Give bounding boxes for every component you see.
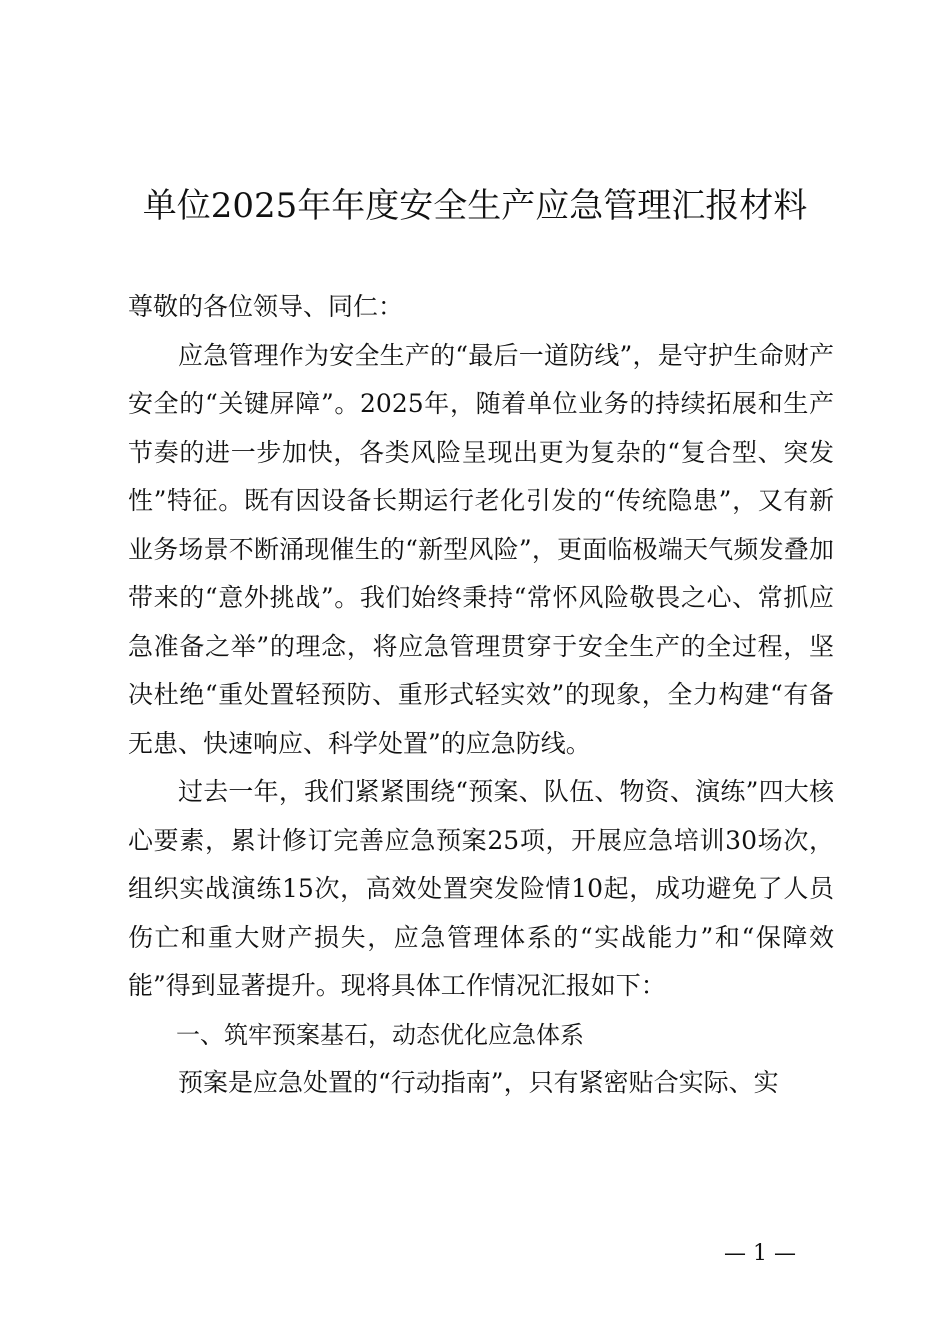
paragraph-summary: 过去一年，我们紧紧围绕“预案、队伍、物资、演练”四大核心要素，累计修订完善应急预案25项，开展应急培训30场次，组织实战演练15次，高效处置突发险情10起，成功避免了人员伤亡和重大财产损失，应急管理体系的“实战能力”和“保障效能”得到显著提升。现将具体工作情况汇报如下：: [128, 777, 834, 1000]
document-body: [128, 283, 834, 1108]
section-paragraph: 预案是应急处置的“行动指南”，只有紧密贴合实际、实: [178, 1068, 779, 1097]
paragraph-intro: 应急管理作为安全生产的“最后一道防线”，是守护生命财产安全的“关键屏障”。2025年，随着单位业务的持续拓展和生产节奏的进一步加快，各类风险呈现出更为复杂的“复合型、突发性”特征。既有因设备长期运行老化引发的“传统隐患”，又有新业务场景不断涌现催生的“新型风险”，更面临极端天气频发叠加带来的“意外挑战”。我们始终秉持“常怀风险敬畏之心、常抓应急准备之举”的理念，将应急管理贯穿于安全生产的全过程，坚决杜绝“重处置轻预防、重形式轻实效”的现象，全力构建“有备无患、快速响应、科学处置”的应急防线。: [128, 340, 834, 758]
page-number: — 1 —: [724, 1241, 796, 1266]
document-title: 单位2025年年度安全生产应急管理汇报材料: [142, 186, 808, 226]
section-heading: 一、筑牢预案基石，动态优化应急体系: [176, 1020, 584, 1049]
salutation: 尊敬的各位领导、同仁：: [128, 292, 404, 321]
